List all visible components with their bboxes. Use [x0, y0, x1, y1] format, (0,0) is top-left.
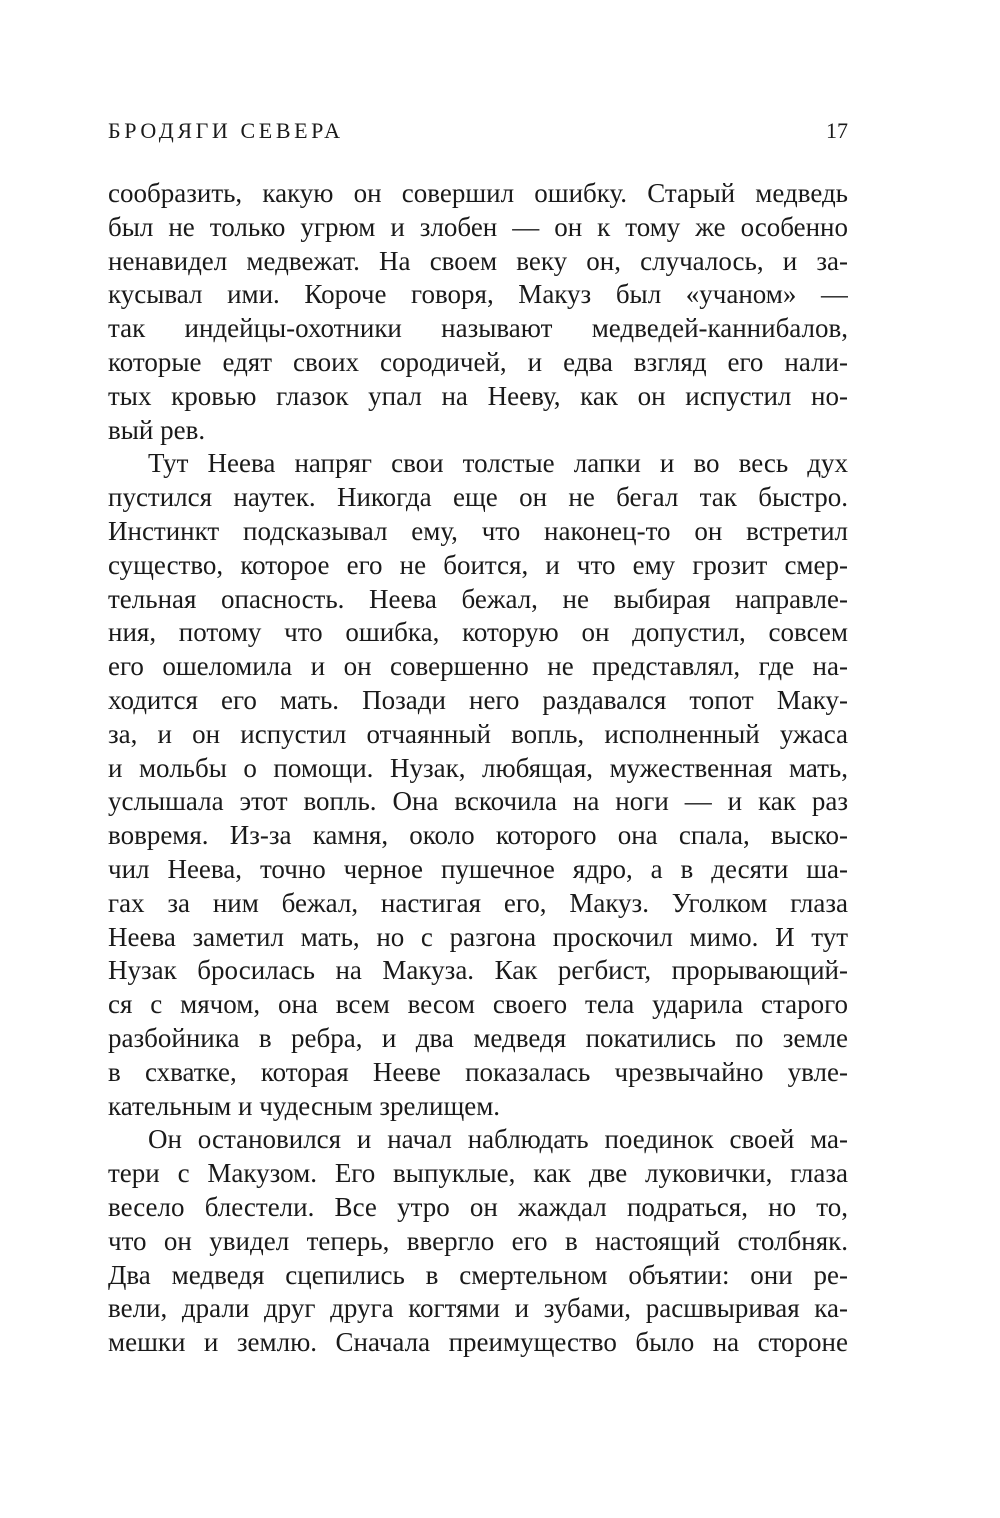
book-title: БРОДЯГИ СЕВЕРА	[108, 118, 344, 143]
text-line: сообразить, какую он совершил ошибку. Старый медведь	[108, 178, 848, 208]
text-line: его ошеломила и он совершенно не представлял, где на-	[108, 651, 848, 682]
text-line: ся с мячом, она всем весом своего тела ударила старого	[108, 989, 848, 1020]
text-line: кусывал ими. Короче говоря, Макуз был «учаном» —	[108, 279, 848, 310]
text-line: был не только угрюм и злобен — он к тому же особенно	[108, 211, 848, 242]
paragraph-first-line: Он остановился и начал наблюдать поединок своей ма-	[148, 1124, 848, 1155]
text-line: кательным и чудесным зрелищем.	[108, 1090, 501, 1121]
body-text	[108, 177, 848, 1360]
text-line: разбойника в ребра, и два медведя покатились по земле	[108, 1022, 848, 1053]
text-line: тых кровью глазок упал на Нееву, как он испустил но-	[108, 380, 848, 411]
text-line: и мольбы о помощи. Нузак, любящая, мужественная мать,	[108, 752, 848, 783]
text-line: услышала этот вопль. Она вскочила на ноги — и как раз	[108, 786, 848, 817]
text-line: так индейцы-охотники называют медведей-каннибалов,	[108, 313, 848, 344]
text-line: вовремя. Из-за камня, около которого она спала, выско-	[108, 820, 848, 851]
text-line: Нузак бросилась на Макуза. Как регбист, прорывающий-	[108, 955, 848, 986]
text-line: Неева заметил мать, но с разгона проскочил мимо. И тут	[108, 921, 848, 952]
text-line: тельная опасность. Неева бежал, не выбирая направле-	[108, 583, 848, 614]
text-line: мешки и землю. Сначала преимущество было на стороне	[108, 1327, 848, 1358]
text-line: которые едят своих сородичей, и едва взгляд его нали-	[108, 346, 848, 377]
paragraph-first-line: Тут Неева напряг свои толстые лапки и во весь дух	[148, 448, 848, 479]
text-line: ненавидел медвежат. На своем веку он, случалось, и за-	[108, 245, 848, 276]
text-line: Инстинкт подсказывал ему, что наконец-то он встретил	[108, 515, 848, 546]
text-line: пустился наутек. Никогда еще он не бегал так быстро.	[108, 482, 848, 513]
text-line: что он увидел теперь, ввергло его в настоящий столбняк.	[108, 1225, 848, 1256]
text-line: гах за ним бежал, настигая его, Макуз. Уголком глаза	[108, 887, 848, 918]
text-line: чил Неева, точно черное пушечное ядро, а в десяти ша-	[108, 853, 848, 884]
text-line: вый рев.	[108, 414, 206, 445]
text-line: ния, потому что ошибка, которую он допустил, совсем	[108, 617, 848, 648]
text-line: ходится его мать. Позади него раздавался топот Маку-	[108, 684, 848, 715]
text-line: вели, драли друг друга когтями и зубами, расшвыривая ка-	[108, 1293, 848, 1324]
text-line: Два медведя сцепились в смертельном объятии: они ре-	[108, 1259, 848, 1290]
running-head	[108, 116, 848, 146]
text-line: в схватке, которая Нееве показалась чрезвычайно увле-	[108, 1056, 848, 1087]
page-number: 17	[826, 118, 848, 143]
text-line: за, и он испустил отчаянный вопль, исполненный ужаса	[108, 718, 848, 749]
text-line: существо, которое его не боится, и что ему грозит смер-	[108, 549, 848, 580]
text-line: тери с Макузом. Его выпуклые, как две луковички, глаза	[108, 1158, 848, 1189]
text-line: весело блестели. Все утро он жаждал подраться, но то,	[108, 1191, 848, 1222]
